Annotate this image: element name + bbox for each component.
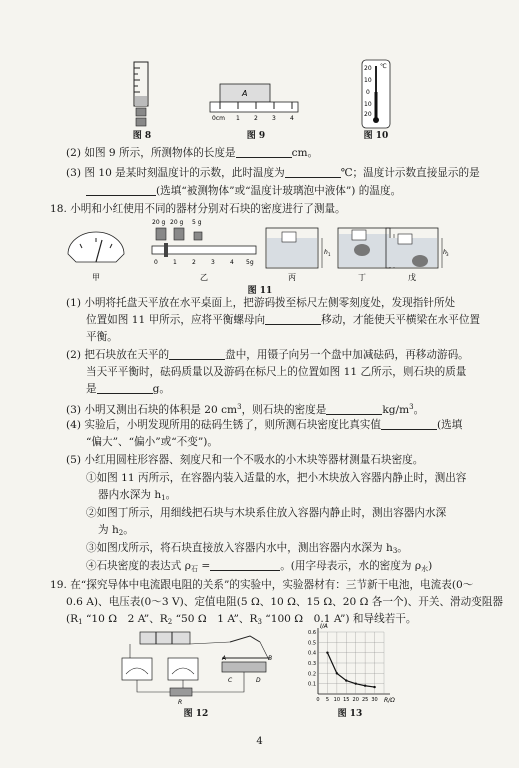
battery-icon — [140, 632, 190, 644]
figure-10-thermometer — [356, 58, 396, 130]
fig13-data-point — [364, 685, 366, 687]
fig13-data-point — [373, 686, 375, 688]
fig11-container-wu — [386, 228, 449, 268]
fig9-tick-3: 3 — [272, 115, 276, 122]
fig10-tick-20a: 20 — [364, 65, 372, 72]
answer-blank-direction[interactable] — [265, 314, 321, 325]
fig11-label-jia: 甲 — [92, 273, 100, 282]
fig11-label-wu: 戊 — [408, 273, 416, 282]
q18-part1-a: (1) 小明将托盘天平放在水平桌面上，把游码拨至标尺左侧零刻度处，发现指针所处 — [66, 297, 456, 309]
fig13-points — [326, 651, 376, 688]
resistor-icon — [170, 688, 192, 696]
answer-blank-mass[interactable] — [97, 383, 153, 394]
fig13-data-point — [355, 682, 357, 684]
fig13-ytick: 0.5 — [308, 640, 316, 647]
figure-10-caption: 图 10 — [363, 131, 389, 141]
fig12-label-d: D — [256, 677, 261, 684]
q18-stem: 18. 小明和小红使用不同的器材分别对石块的密度进行了测量。 — [50, 203, 346, 215]
scale-tick-1: 1 — [173, 259, 177, 266]
figure-11-caption: 图 11 — [247, 286, 273, 296]
fig13-xtick: 15 — [343, 697, 350, 703]
weight-label-20g-a: 20 g — [152, 219, 166, 226]
rheostat-icon — [222, 662, 266, 672]
scale-tick-3: 3 — [211, 259, 215, 266]
figure-12-circuit — [110, 628, 280, 706]
ammeter-icon — [122, 658, 152, 680]
fig13-ytick: 0.3 — [308, 661, 316, 667]
fig9-tick-0: 0cm — [212, 115, 225, 122]
figure-12-caption: 图 12 — [183, 709, 209, 719]
weight-label-20g-b: 20 g — [170, 219, 184, 226]
answer-blank-error[interactable] — [381, 419, 437, 430]
fig10-tick-0: 0 — [366, 89, 370, 96]
q18-step4: ④石块密度的表达式 $\rho_石$ = 。(用字母表示，水的密度为 $\rho_水$) — [86, 560, 433, 573]
scale-tick-0: 0 — [154, 259, 158, 266]
fig13-series-line — [327, 653, 374, 687]
q17-part2: (2) 如图 9 所示，所测物体的长度是 cm。 — [66, 147, 319, 159]
q18-step2-b: 为 $h_2$。 — [98, 524, 134, 537]
q18-part2-c: 是 g。 — [86, 383, 170, 395]
h1-label: h — [324, 249, 328, 256]
fig13-ytick: 0.6 — [308, 630, 316, 636]
q18-part2-b: 当天平平衡时，砝码质量以及游码在标尺上的位置如图 11 乙所示，则石块的质量 — [86, 366, 467, 378]
h3-label: h — [443, 249, 447, 256]
answer-blank-temperature[interactable] — [285, 167, 341, 178]
h3-sub: 3 — [446, 252, 449, 257]
q18-step2-a: ②如图丁所示，用细线把石块与木块系住放入容器内静止时，测出容器内水深 — [86, 507, 447, 519]
fig12-label-c: C — [228, 677, 233, 684]
fig11-container-bing — [266, 228, 331, 268]
fig11-rider — [164, 243, 168, 257]
answer-blank-pan[interactable] — [169, 349, 225, 360]
q18-step1-b: 器内水深为 $h_1$。 — [98, 489, 177, 502]
fig11-balance-dial — [68, 232, 124, 262]
q18-step1-a: ①如图 11 丙所示，在容器内装入适量的水，把小木块放入容器内静止时，测出容 — [86, 472, 467, 484]
q18-part1-c: 平衡。 — [86, 331, 118, 343]
q18-part3: (3) 小明又测出石块的体积是 20 $cm^3$，则石块的密度是 $kg/m^3$。 — [66, 403, 425, 416]
q17-part3: (3) 图 10 是某时刻温度计的示数，此时温度为 ℃；温度计示数直接显示的是 — [66, 167, 480, 179]
q17-part3-cont: (选填“被测物体”或“温度计玻璃泡中液体”) 的温度。 — [86, 184, 401, 198]
answer-blank-length[interactable] — [236, 147, 292, 158]
fig11-weights — [152, 219, 202, 240]
fig9-tick-1: 1 — [236, 115, 240, 122]
fig9-tick-2: 2 — [254, 115, 258, 122]
answer-blank-density[interactable] — [326, 404, 382, 415]
fig10-tick-20b: 20 — [364, 111, 372, 118]
answer-blank-expression[interactable] — [210, 560, 280, 571]
figure-8-caption: 图 8 — [132, 131, 152, 141]
fig10-tick-10a: 10 — [364, 77, 372, 84]
scale-tick-2: 2 — [192, 259, 196, 266]
q18-part4-a: (4) 实验后，小明发现所用的砝码生锈了，则所测石块密度比真实值 (选填 — [66, 419, 463, 431]
fig13-xlabel: R/Ω — [384, 697, 395, 704]
q19-stem-c: ($R_1$ “10 Ω 2 A”、$R_2$ “50 Ω 1 A”、$R_3$ “100 Ω 0.1 A”) 和导线若干。 — [66, 613, 417, 626]
fig12-label-a: A — [222, 655, 227, 662]
fig13-data-point — [336, 672, 338, 674]
answer-blank-display[interactable] — [86, 185, 156, 196]
fig11-label-bing: 丙 — [288, 273, 296, 282]
voltmeter-icon — [168, 658, 198, 680]
fig10-tick-10b: 10 — [364, 101, 372, 108]
fig12-label-b: B — [268, 655, 273, 662]
fig13-ylabel: I/A — [320, 623, 328, 630]
q19-stem-b: 0.6 A)、电压表(0～3 V)、定值电阻(5 Ω、10 Ω、15 Ω、20 Ω 各一个)、开关、滑动变阻器 — [66, 596, 504, 608]
h1-sub: 1 — [328, 252, 331, 257]
q18-part2-a: (2) 把石块放在天平的 盘中，用镊子向另一个盘中加减砝码，再移动游码。 — [66, 349, 469, 361]
fig10-unit: ℃ — [380, 63, 387, 70]
fig13-xtick: 5 — [325, 697, 330, 703]
scale-tick-4: 4 — [230, 259, 234, 266]
figure-8-cylinder — [122, 58, 162, 130]
fig13-xtick: 20 — [352, 697, 359, 703]
q18-part5: (5) 小红用圆柱形容器、刻度尺和一个不吸水的小木块等器材测量石块密度。 — [66, 454, 424, 466]
q19-stem-a: 19. 在“探究导体中电流跟电阻的关系”的实验中，实验器材有：三节新干电池，电流表(0～ — [50, 579, 474, 591]
figure-11 — [60, 214, 450, 294]
fig13-xtick: 25 — [361, 697, 369, 703]
fig13-ytick: 0.1 — [308, 681, 316, 688]
q18-step3: ③如图戊所示，将石块直接放入容器内水中，测出容器内水深为 $h_3$。 — [86, 542, 408, 555]
fig13-grid — [318, 628, 390, 694]
figure-9-ruler — [206, 78, 302, 124]
q18-part4-b: “偏大”、“偏小”或“不变”)。 — [86, 436, 218, 448]
fig13-data-point — [326, 651, 328, 653]
figure-13-chart — [300, 620, 400, 716]
fig11-label-yi: 乙 — [200, 273, 208, 282]
fig12-label-r: R — [178, 699, 183, 706]
q18-part1-b: 位置如图 11 甲所示，应将平衡螺母向 移动，才能使天平横梁在水平位置 — [86, 314, 481, 326]
fig11-label-ding: 丁 — [358, 273, 366, 282]
fig13-xtick: 30 — [371, 697, 378, 703]
fig9-label-a: A — [242, 89, 248, 98]
fig13-xtick: 10 — [333, 697, 341, 703]
figure-13-caption: 图 13 — [337, 709, 363, 719]
weight-label-5g: 5 g — [192, 219, 202, 226]
switch-icon — [230, 636, 260, 642]
fig13-ticks — [308, 630, 378, 703]
figure-9-caption: 图 9 — [246, 131, 266, 141]
fig9-tick-4: 4 — [290, 115, 294, 122]
fig13-ytick: 0.4 — [308, 650, 316, 657]
fig13-data-point — [345, 679, 347, 681]
fig13-xtick: 0 — [316, 697, 320, 703]
fig13-ytick: 0.2 — [308, 671, 316, 678]
page-number: 4 — [256, 736, 263, 747]
scale-tick-5: 5g — [246, 259, 254, 266]
